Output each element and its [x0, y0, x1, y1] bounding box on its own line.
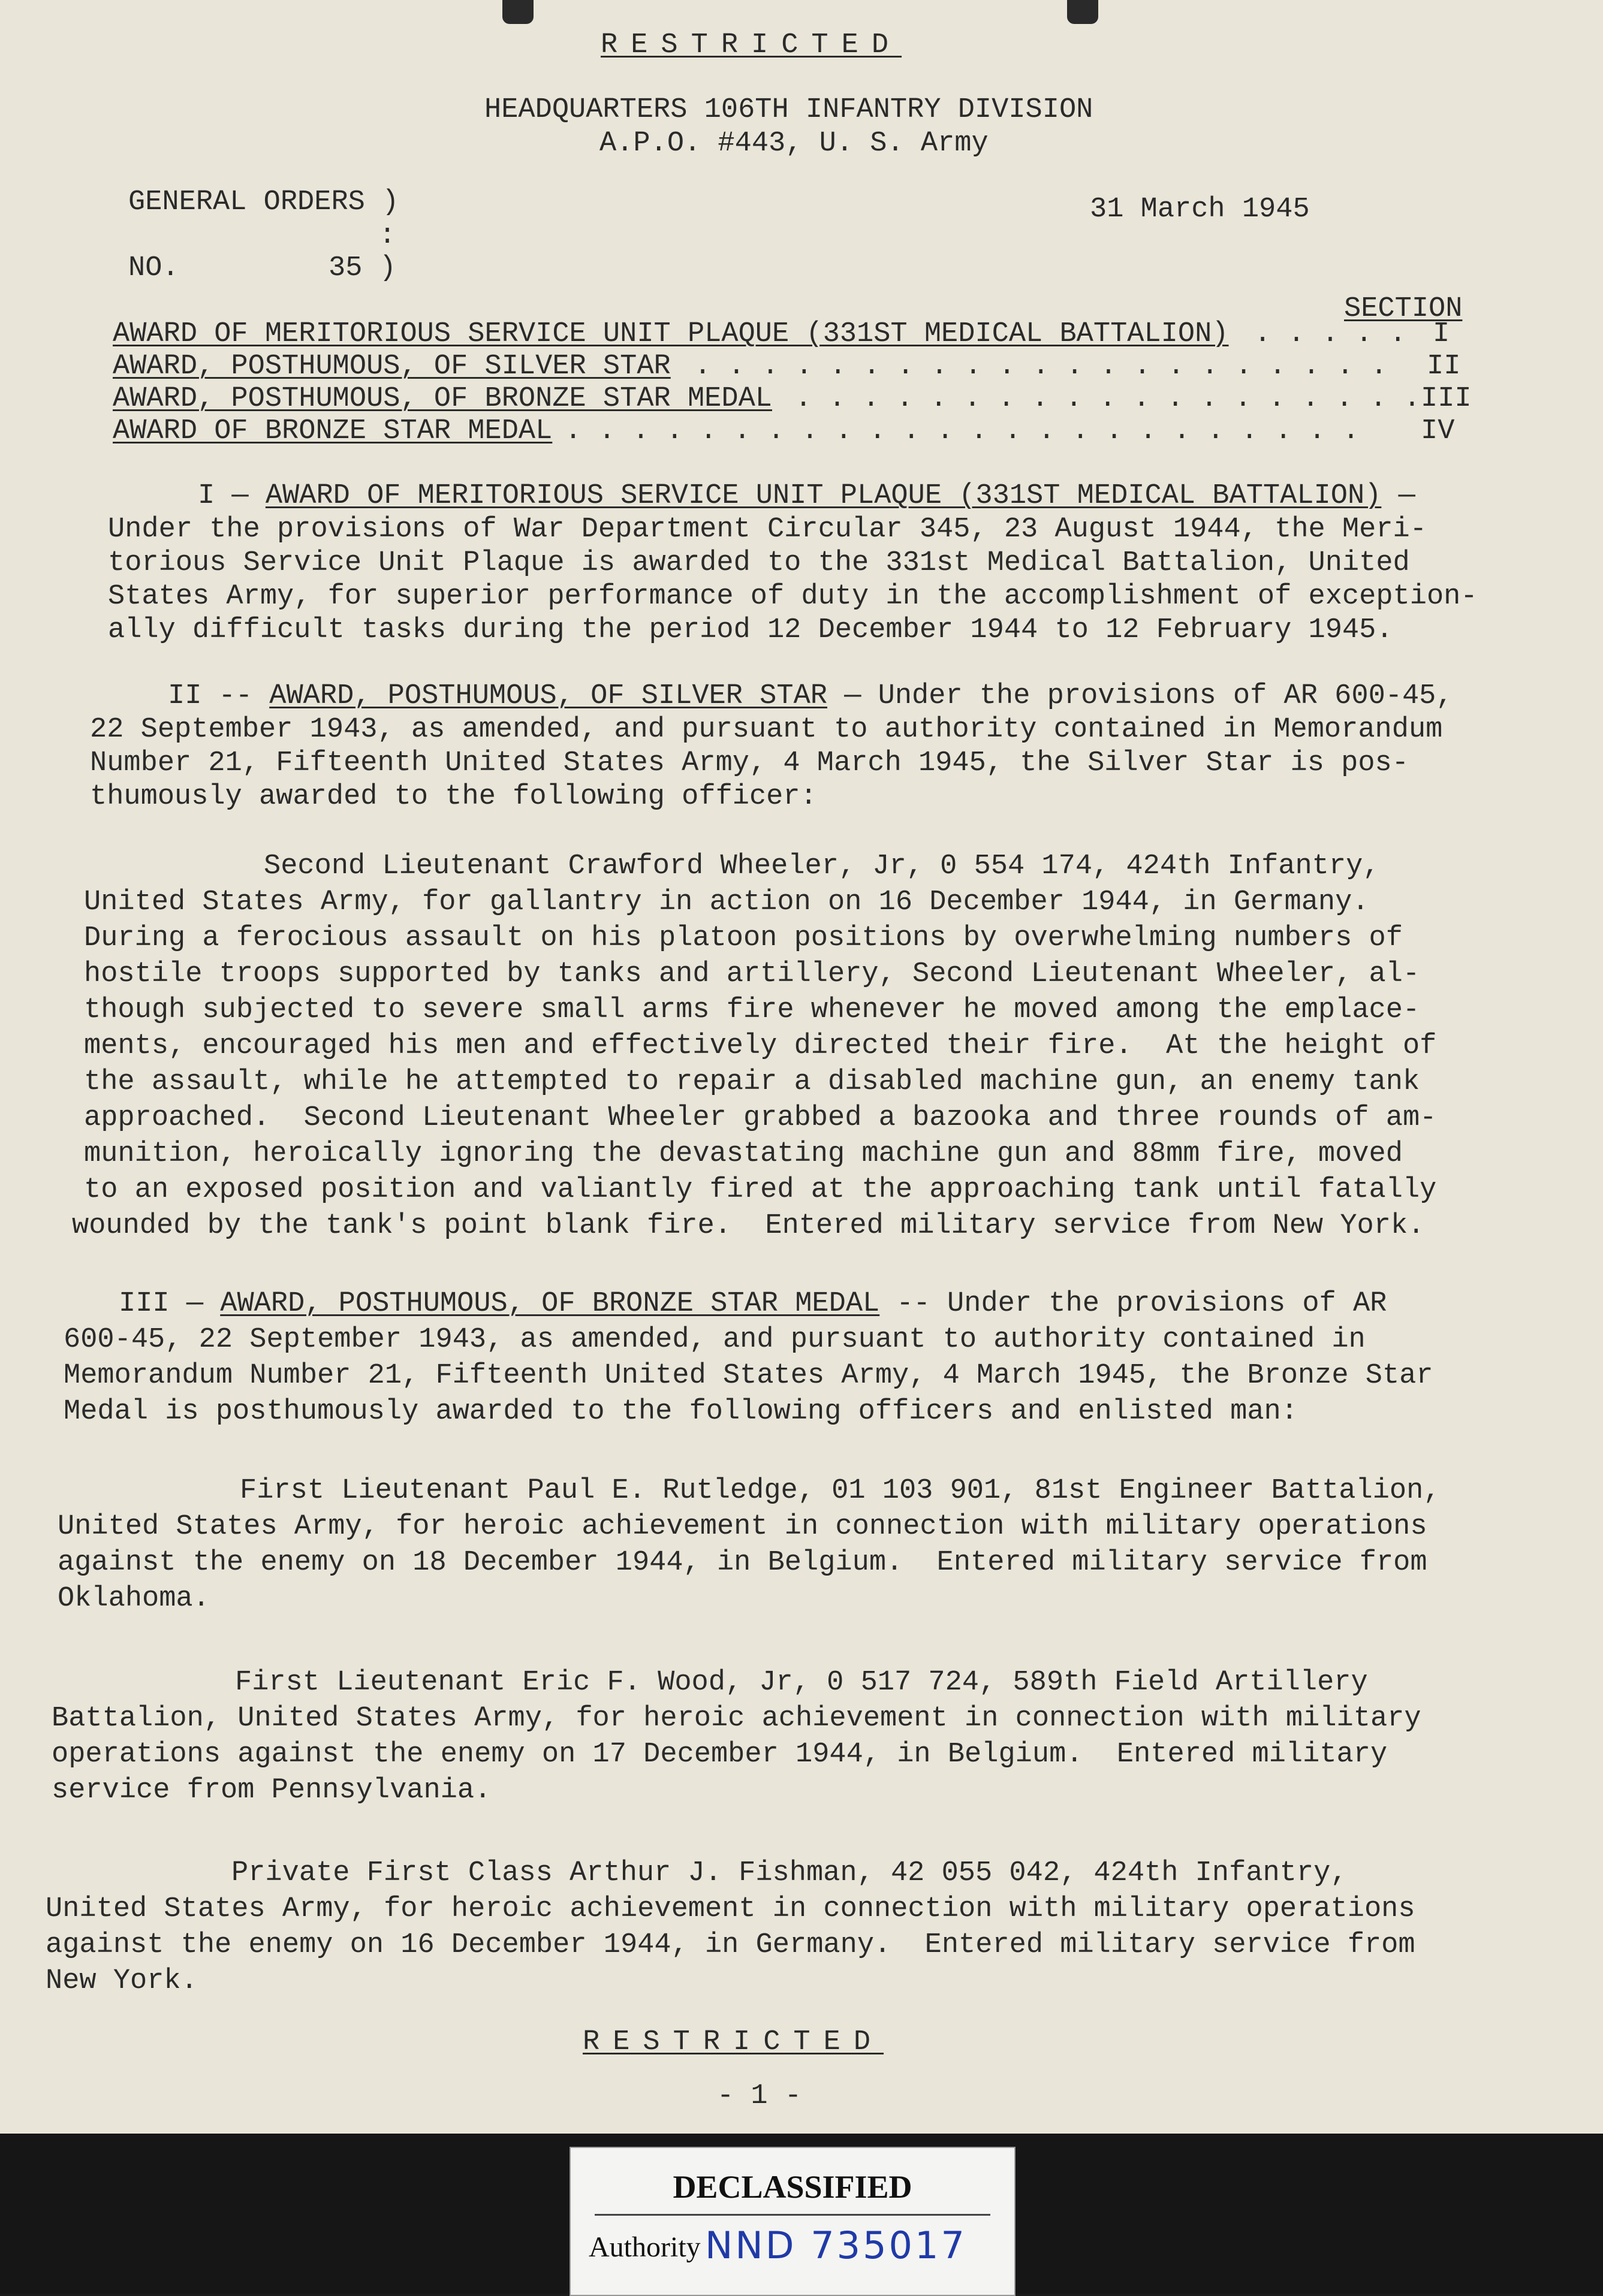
contents-item-title: AWARD, POSTHUMOUS, OF BRONZE STAR MEDAL [113, 383, 772, 415]
bronze-star-citation-line: Oklahoma. [58, 1583, 210, 1615]
bronze-star-citation-line: against the enemy on 16 December 1944, in Germany. Entered military service from [46, 1929, 1415, 1961]
section-1-title: AWARD OF MERITORIOUS SERVICE UNIT PLAQUE (331ST MEDICAL BATTALION) [265, 480, 1382, 512]
colon: : [379, 220, 396, 252]
silver-star-citation-line: the assault, while he attempted to repair a disabled machine gun, an enemy tank [84, 1066, 1420, 1098]
section-2-number: II -- [168, 680, 253, 712]
section-3-first-line-rest: -- Under the provisions of AR [879, 1288, 1387, 1320]
section-3-title: AWARD, POSTHUMOUS, OF BRONZE STAR MEDAL [220, 1288, 880, 1320]
authority-label: Authority [589, 2231, 701, 2263]
section-1-line: Under the provisions of War Department Circular 345, 23 August 1944, the Meri- [108, 514, 1427, 545]
bronze-star-citation-line: Private First Class Arthur J. Fishman, 42 055 042, 424th Infantry, [231, 1857, 1348, 1889]
section-2-heading [168, 680, 1453, 713]
binder-hole-right [1067, 0, 1098, 24]
silver-star-citation-line: ments, encouraged his men and effectively directed their fire. At the height of [84, 1030, 1437, 1062]
section-1-dash: — [1381, 480, 1415, 512]
section-1-heading [198, 479, 1415, 513]
section-2-line: thumously awarded to the following officer: [90, 781, 817, 813]
contents-item-dots: . . . . . . . . . . . . . . . . . . . [795, 383, 1421, 415]
silver-star-citation-line: Second Lieutenant Crawford Wheeler, Jr, 0 554 174, 424th Infantry, [264, 850, 1380, 882]
contents-item-dots: . . . . . . . . . . . . . . . . . . . . . [694, 351, 1388, 382]
apo-line: A.P.O. #443, U. S. Army [599, 128, 989, 159]
bronze-star-citation-line: United States Army, for heroic achievement in connection with military operations [58, 1511, 1427, 1543]
authority-value: NND 735017 [705, 2223, 967, 2267]
contents-item-dots: . . . . . . . . . . . . . . . . . . . . . . . . [565, 415, 1360, 447]
section-1-line: States Army, for superior performance of duty in the accomplishment of exception- [108, 581, 1478, 613]
bronze-star-citation-line: New York. [46, 1965, 198, 1997]
silver-star-citation-line: hostile troops supported by tanks and artillery, Second Lieutenant Wheeler, al- [84, 958, 1420, 990]
bronze-star-citation-line: First Lieutenant Eric F. Wood, Jr, 0 517 724, 589th Field Artillery [235, 1667, 1368, 1698]
silver-star-citation-line: munition, heroically ignoring the devastating machine gun and 88mm fire, moved [84, 1138, 1403, 1170]
bronze-star-citation-line: operations against the enemy on 17 December 1944, in Belgium. Entered military [52, 1739, 1388, 1770]
contents-item-section: IV [1421, 415, 1455, 447]
silver-star-citation-line: During a ferocious assault on his platoon positions by overwhelming numbers of [84, 922, 1403, 954]
declassification-stamp [570, 2147, 1016, 2296]
section-3-line: Memorandum Number 21, Fifteenth United States Army, 4 March 1945, the Bronze Star [64, 1360, 1433, 1392]
bronze-star-citation-line: United States Army, for heroic achievement in connection with military operations [46, 1893, 1415, 1925]
stamp-divider [595, 2214, 990, 2216]
bronze-star-citation-line: Battalion, United States Army, for heroic achievement in connection with military [52, 1703, 1421, 1734]
bronze-star-citation-line: service from Pennsylvania. [52, 1775, 492, 1806]
section-1-line: torious Service Unit Plaque is awarded to the 331st Medical Battalion, United [108, 547, 1410, 579]
silver-star-citation-line: wounded by the tank's point blank fire. Entered military service from New York. [72, 1210, 1425, 1242]
contents-item-title: AWARD OF BRONZE STAR MEDAL [113, 415, 553, 447]
number-label: NO. [128, 252, 179, 284]
section-2-title: AWARD, POSTHUMOUS, OF SILVER STAR [269, 680, 828, 712]
section-3-number: III — [119, 1288, 204, 1320]
silver-star-citation-line: though subjected to severe small arms fire whenever he moved among the emplace- [84, 994, 1420, 1026]
section-3-line: 600-45, 22 September 1943, as amended, and pursuant to authority contained in [64, 1324, 1366, 1356]
silver-star-citation-line: approached. Second Lieutenant Wheeler grabbed a bazooka and three rounds of am- [84, 1102, 1437, 1134]
contents-item-dots: . . . . . [1254, 318, 1406, 350]
silver-star-citation-line: to an exposed position and valiantly fired at the approaching tank until fatally [84, 1174, 1437, 1206]
contents-item-section: III [1421, 383, 1472, 415]
order-number: 35 ) [329, 252, 396, 284]
classification-bottom: RESTRICTED [583, 2026, 884, 2058]
classification-top: RESTRICTED [601, 29, 902, 61]
binder-hole-left [502, 0, 534, 24]
declassified-label: DECLASSIFIED [673, 2169, 912, 2205]
contents-item-title: AWARD, POSTHUMOUS, OF SILVER STAR [113, 351, 671, 382]
org-title: HEADQUARTERS 106TH INFANTRY DIVISION [484, 94, 1093, 126]
contents-item-title: AWARD OF MERITORIOUS SERVICE UNIT PLAQUE (331ST MEDICAL BATTALION) [113, 318, 1229, 350]
section-2-line: Number 21, Fifteenth United States Army, 4 March 1945, the Silver Star is pos- [90, 747, 1409, 779]
section-2-line: 22 September 1943, as amended, and pursuant to authority contained in Memorandum [90, 714, 1443, 746]
section-3-heading [119, 1287, 1387, 1321]
silver-star-citation-line: United States Army, for gallantry in action on 16 December 1944, in Germany. [84, 886, 1369, 918]
contents-item-section: I [1433, 318, 1450, 350]
section-1-number: I — [198, 480, 249, 512]
section-heading: SECTION [1344, 293, 1463, 325]
bronze-star-citation-line: First Lieutenant Paul E. Rutledge, 01 103 901, 81st Engineer Battalion, [240, 1475, 1441, 1507]
contents-item-section: II [1427, 351, 1461, 382]
section-3-line: Medal is posthumously awarded to the following officers and enlisted man: [64, 1396, 1298, 1428]
general-orders-label: GENERAL ORDERS ) [128, 186, 399, 218]
section-2-first-line-rest: — Under the provisions of AR 600-45, [827, 680, 1453, 712]
bronze-star-citation-line: against the enemy on 18 December 1944, in Belgium. Entered military service from [58, 1547, 1427, 1579]
section-1-line: ally difficult tasks during the period 12 December 1944 to 12 February 1945. [108, 614, 1393, 646]
order-date: 31 March 1945 [1090, 194, 1310, 225]
page-number: - 1 - [717, 2080, 802, 2112]
